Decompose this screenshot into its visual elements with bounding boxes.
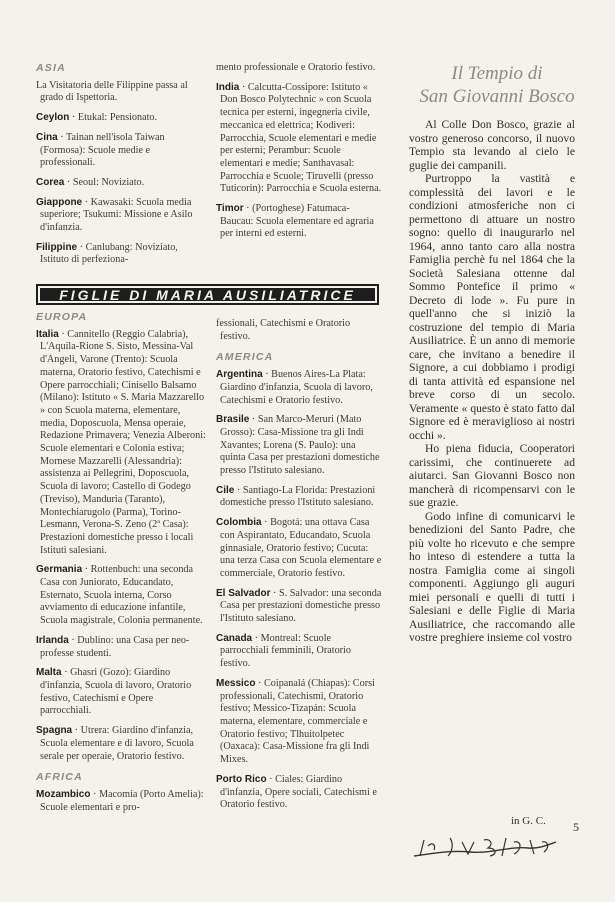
entry-text: Utrera: Giardino d'infanzia, Scuola elementare e di lavoro, Scuola serale per operaie, Oratorio festivo. xyxy=(40,725,194,762)
country-name: India xyxy=(216,81,240,93)
letter-paragraph: Al Colle Don Bosco, grazie al vostro generoso concorso, il nuovo Tempio sta levando al cielo le guglie dei campanili. xyxy=(409,118,575,172)
list-item: Corea · Seoul: Noviziato. xyxy=(36,176,145,188)
country-name: Italia xyxy=(36,328,59,340)
entry-text: Rottenbuch: una seconda Casa con Juniorato, Educandato, Esternato, Scuola interna, Corso avviamento di educazione infantile, Scuola magistrale, Colonia permanente. xyxy=(40,564,203,627)
entry-text: mento professionale e Oratorio festivo. xyxy=(216,62,376,73)
region-heading-europa: EUROPA xyxy=(36,311,88,323)
asia-column-left xyxy=(36,62,206,274)
list-item: Irlanda · Dublino: una Casa per neo-professe studenti. xyxy=(36,634,190,659)
list-item: Messico · Coipanalá (Chiapas): Corsi professionali, Catechismi, Oratorio festivo; Messico-Tizapán: Scuola materna, elementare, commerciale e Oratorio festivo; Tlhuitolpetec (Oaxaca): Casa-Missione fra gli Indi Mixes. xyxy=(216,677,375,766)
entry-text: Buenos Aires-La Plata: Giardino d'infanzia, Scuola di lavoro, Catechismi e Oratorio festivo. xyxy=(220,369,373,406)
entry-text: Coipanalá (Chiapas): Corsi professionali, Catechismi, Oratorio festivo; Messico-Tizapán: Scuola materna, elementare, commerciale e Oratorio festivo; Tlhuitolpetec (Oaxaca): Casa-Missione fra gli Indi Mixes. xyxy=(220,677,375,766)
region-heading-africa: AFRICA xyxy=(36,771,83,784)
list-item: Giappone · Kawasaki: Scuola media superiore; Tsukumi: Missione e Asilo d'infanzia. xyxy=(36,196,193,234)
section-banner-figlie xyxy=(36,284,379,305)
entry-text: Kawasaki: Scuola media superiore; Tsukumi: Missione e Asilo d'infanzia. xyxy=(40,196,193,234)
country-name: Timor xyxy=(216,203,244,215)
letter-closing: in G. C. xyxy=(511,815,546,827)
entry-text: Macomia (Porto Amelia): Scuole elementari e pro- xyxy=(40,788,204,813)
entry-text: Ghasri (Gozo): Giardino d'infanzia, Scuola di lavoro, Oratorio festivo, Catechismi e Opere parrocchiali. xyxy=(40,667,192,717)
list-item: Brasile · San Marco-Meruri (Mato Grosso): Casa-Missione tra gli Indi Xavantes; Lorena (S. Paulo): una quinta Casa per prestazioni domestiche presso l'Istituto salesiano. xyxy=(216,414,380,477)
entry-text: Santiago-La Florida: Prestazioni domestiche presso l'Istituto salesiano. xyxy=(220,484,376,509)
letter-body xyxy=(409,118,575,645)
list-item: Malta · Ghasri (Gozo): Giardino d'infanzia, Scuola di lavoro, Oratorio festivo, Catechismi e Opere parrocchiali. xyxy=(36,667,192,717)
continuation-entries xyxy=(216,318,382,343)
list-item: Cile · Santiago-La Florida: Prestazioni domestiche presso l'Istituto salesiano. xyxy=(216,484,376,509)
handwritten-signature xyxy=(410,832,560,864)
entry-text: Tainan nell'isola Taiwan (Formosa): Scuole medie e professionali. xyxy=(40,131,165,169)
america-entries xyxy=(216,369,382,812)
europa-column-left xyxy=(36,311,206,821)
list-item: Italia · Cannitello (Reggio Calabria), L'Aquila-Rione S. Sisto, Messina-Val d'Angeli, Varone (Trento): Scuola materna, Oratorio festivo, Catechismi e Opere parrocchiali; Cinisello Balsamo (Milano): Istituto « S. Maria Mazzarello » con Scuola materna, elementare, media, Doposcuola, Mensa operaie, Redazione Primavera; Venezia Alberoni: Scuole elementari e Colonia estiva; Mornese Mazzarelli (Alessandria): assistenza ai Pellegrini, Doposcuola, Scuola di lavoro; Castello di Godego (Treviso), Manduria (Taranto), Montechiarugolo (Parma), Torino-Lesmann, Verona-S. Zeno (2ª Casa): Prestazioni domestiche presso i locali Istituti salesiani. xyxy=(36,328,206,556)
country-name: Colombia xyxy=(216,517,262,529)
banner-text: FIGLIE DI MARIA AUSILIATRICE xyxy=(59,286,356,303)
region-heading-asia: ASIA xyxy=(36,62,66,74)
list-item: Filippine · Canlubang: Noviziato, Istituto di perfeziona- xyxy=(36,241,178,266)
entry-text: Montreal: Scuole parrocchiali femminili, Oratorio festivo. xyxy=(220,632,351,670)
country-name: Filippine xyxy=(36,241,78,253)
country-name: Cile xyxy=(216,484,235,496)
letter-paragraph: Purtroppo la vastità e complessità dei lavori e le condizioni atmosferiche non ci permettono di attuare un nostro sogno: quello di inaugurarlo nel 1964, anno tanto caro alla nostra Famiglia perchè fu nel 1864 che la Società Salesiana ottenne dal Sommo Pontefice il primo « Decreto di lode ». Fu pure in quell'anno che si iniziò la costruzione del tempio di Maria Ausiliatrice. È un anno di memorie care, che invitano a benedire il Signore, a cui dobbiamo i prodigi di tanta attività ed espansione nel breve corso di un secolo. Veramente « questo è stato fatto dal Signore ed è meraviglioso ai nostri occhi ». xyxy=(409,172,575,442)
asia-entries-left xyxy=(36,80,206,267)
country-name: Irlanda xyxy=(36,634,69,646)
list-item: Canada · Montreal: Scuole parrocchiali femminili, Oratorio festivo. xyxy=(216,632,351,670)
entry-text: Etukal: Pensionato. xyxy=(77,112,158,124)
list-item: Timor · (Portoghese) Fatumaca-Baucau: Scuola elementare ed agraria per interni ed esterni. xyxy=(216,203,374,240)
entry-text: Bogotá: una ottava Casa con Aspirantato, Educandato, Scuola ginnasiale, Oratorio festivo; Cucuta: una terza Casa con Scuola elementare e commerciale, Oratorio festivo. xyxy=(220,517,382,579)
america-column xyxy=(216,318,382,819)
asia-entries-right xyxy=(216,62,382,241)
country-name: Brasile xyxy=(216,414,250,426)
list-item: Mozambico · Macomia (Porto Amelia): Scuole elementari e pro- xyxy=(36,788,204,813)
letter-paragraph: Godo infine di comunicarvi le benedizioni del Santo Padre, che più volte ho ricevuto e che sempre ho inteso di estendere a tutta la nostra Famiglia come ai singoli componenti. Aggiungo gli auguri miei personali e quelli di tutti i Salesiani e delle Figlie di Maria Ausiliatrice, che raccomando alle vostre preghiere insieme col vostro xyxy=(409,509,575,644)
country-name: Malta xyxy=(36,667,62,679)
list-item xyxy=(216,318,382,343)
entry-text: (Portoghese) Fatumaca-Baucau: Scuola elementare ed agraria per interni ed esterni. xyxy=(220,203,374,240)
africa-entries xyxy=(36,789,206,814)
list-item: Cina · Tainan nell'isola Taiwan (Formosa): Scuole medie e professionali. xyxy=(36,131,165,169)
country-name: Giappone xyxy=(36,196,83,208)
country-name: Messico xyxy=(216,677,256,689)
entry-text: La Visitatoria delle Filippine passa al grado di Ispettoria. xyxy=(36,79,188,104)
entry-text: Ciales: Giardino d'infanzia, Opere sociali, Catechismi e Oratorio festivo. xyxy=(220,773,377,811)
country-name: Mozambico xyxy=(36,788,91,800)
letter-paragraph: Ho piena fiducia, Cooperatori carissimi, che continuerete ad aiutarci. San Giovanni Bosco non mancherà di ricompensarvi con le sue grazie. xyxy=(409,442,575,509)
entry-text: San Marco-Meruri (Mato Grosso): Casa-Missione tra gli Indi Xavantes; Lorena (S. Paulo): una quinta Casa per prestazioni domestiche presso l'Istituto salesiano. xyxy=(220,414,380,477)
country-name: El Salvador xyxy=(216,587,271,599)
country-name: Spagna xyxy=(36,725,73,737)
entry-text: Calcutta-Cossipore: Istituto « Don Bosco Polytechnic » con Scuola tecnica per esterni, ingegneria civile, meccanica ed elettrica; Kodiveri: Parrocchia, Scuole elementari e medie per esterni; Perambur: Scuole elementari e medie; Santhavasal: Parrocchia e Scuole; Tiruvelli (presso Tuticorin): Parrocchia e Scuola esterna. xyxy=(220,81,382,195)
list-item: Porto Rico · Ciales: Giardino d'infanzia, Opere sociali, Catechismi e Oratorio festivo. xyxy=(216,773,377,811)
list-item xyxy=(216,62,382,75)
country-name: Germania xyxy=(36,564,83,576)
region-heading-america: AMERICA xyxy=(216,351,274,364)
list-item: Spagna · Utrera: Giardino d'infanzia, Scuola elementare e di lavoro, Scuola serale per operaie, Oratorio festivo. xyxy=(36,725,194,762)
entry-text: S. Salvador: una seconda Casa per prestazioni domestiche presso l'Istituto salesiano. xyxy=(220,587,382,625)
country-name: Canada xyxy=(216,632,253,644)
country-name: Ceylon xyxy=(36,112,70,124)
country-name: Cina xyxy=(36,131,58,143)
list-item: India · Calcutta-Cossipore: Istituto « Don Bosco Polytechnic » con Scuola tecnica per esterni, ingegneria civile, meccanica ed elettrica; Kodiveri: Parrocchia, Scuole elementari e medie per esterni; Perambur: Scuole elementari e medie; Santhavasal: Parrocchia e Scuole; Tiruvelli (presso Tuticorin): Parrocchia e Scuola esterna. xyxy=(216,81,382,195)
list-item: Argentina · Buenos Aires-La Plata: Giardino d'infanzia, Scuola di lavoro, Catechismi e Oratorio festivo. xyxy=(216,369,373,406)
country-name: Corea xyxy=(36,176,65,188)
page-number: 5 xyxy=(573,820,579,834)
entry-text: Dublino: una Casa per neo-professe studenti. xyxy=(40,634,190,659)
list-item: Ceylon · Etukal: Pensionato. xyxy=(36,112,158,124)
entry-text: Cannitello (Reggio Calabria), L'Aquila-Rione S. Sisto, Messina-Val d'Angeli, Varone (Trento): Scuola materna, Oratorio festivo, Catechismi e Opere parrocchiali; Cinisello Balsamo (Milano): Istituto « S. Maria Mazzarello » con Scuola materna, elementare, media, Doposcuola, Mensa operaie, Redazione Primavera; Venezia Alberoni: Scuole elementari e Colonia estiva; Mornese Mazzarelli (Alessandria): assistenza ai Pellegrini, Doposcuola, Scuola di lavoro; Castello di Godego (Treviso), Manduria (Taranto), Montechiarugolo (Parma), Torino-Lesmann, Verona-S. Zeno (2ª Casa): Prestazioni domestiche presso i locali Istituti salesiani. xyxy=(40,328,206,556)
country-name: Porto Rico xyxy=(216,773,267,785)
list-item: Colombia · Bogotá: una ottava Casa con Aspirantato, Educandato, Scuola ginnasiale, Oratorio festivo; Cucuta: una terza Casa con Scuola elementare e commerciale, Oratorio festivo. xyxy=(216,517,382,579)
entry-text: fessionali, Catechismi e Oratorio festivo. xyxy=(216,318,351,342)
europa-entries xyxy=(36,329,206,764)
entry-text: Seoul: Noviziato. xyxy=(72,176,145,188)
letter-title-line1: Il Tempio di xyxy=(451,63,543,84)
list-item xyxy=(36,80,206,105)
country-name: Argentina xyxy=(216,369,263,381)
letter-title xyxy=(402,62,592,108)
letter-title-line2: San Giovanni Bosco xyxy=(419,86,575,107)
list-item: El Salvador · S. Salvador: una seconda Casa per prestazioni domestiche presso l'Istituto salesiano. xyxy=(216,587,382,625)
entry-text: Canlubang: Noviziato, Istituto di perfeziona- xyxy=(40,241,178,266)
asia-column-right xyxy=(216,62,382,248)
list-item: Germania · Rottenbuch: una seconda Casa con Juniorato, Educandato, Esternato, Scuola interna, Corso avviamento di educazione infantile, Scuola magistrale, Colonia permanente. xyxy=(36,564,203,627)
